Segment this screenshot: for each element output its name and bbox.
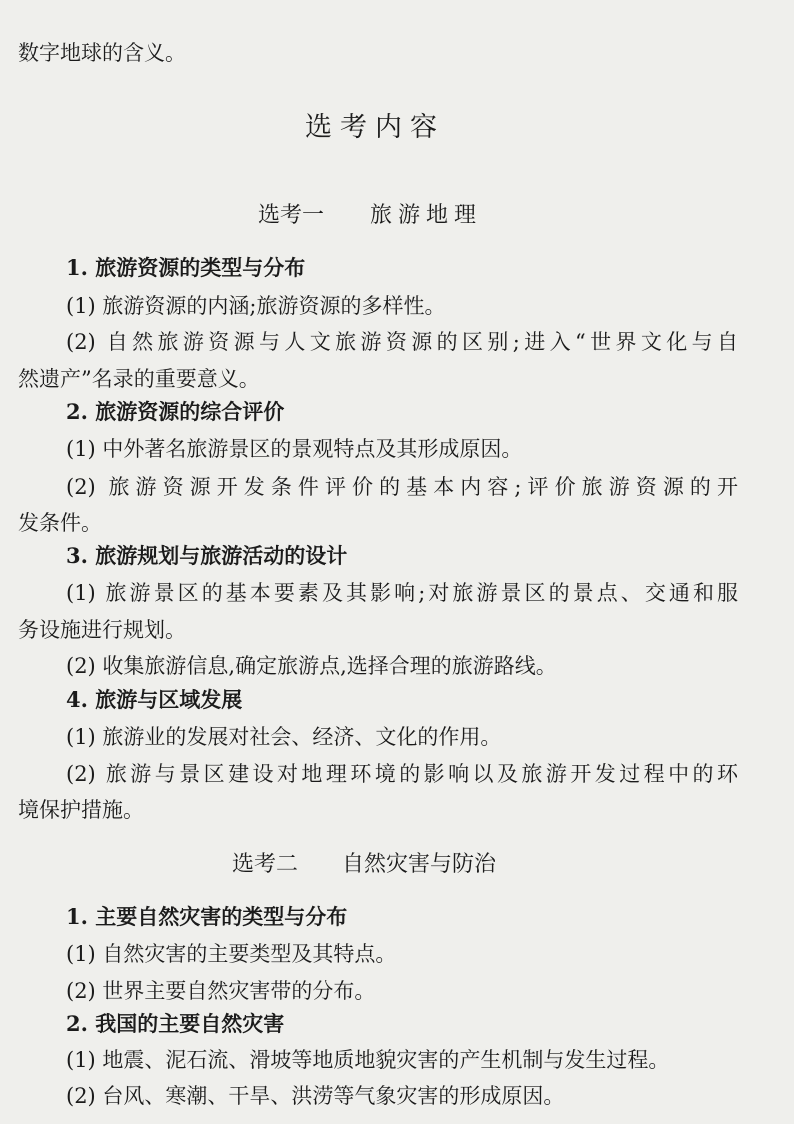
- text-line: 务设施进行规划。: [18, 618, 186, 642]
- section-heading-label: 选考二: [232, 852, 299, 877]
- page-title: 选考内容: [305, 112, 445, 143]
- text-line: (2) 收集旅游信息,确定旅游点,选择合理的旅游路线。: [66, 654, 557, 678]
- text-line: 发条件。: [18, 511, 102, 535]
- text-line: (2) 台风、寒潮、干旱、洪涝等气象灾害的形成原因。: [66, 1084, 565, 1108]
- subsection-heading: 4. 旅游与区域发展: [66, 687, 243, 712]
- text-line: (2) 世界主要自然灾害带的分布。: [66, 979, 376, 1003]
- section-heading-label: 选考一: [258, 203, 325, 228]
- section-heading-title: 自然灾害与防治: [342, 852, 497, 877]
- text-line-content: (2) 旅游资源开发条件评价的基本内容;评价旅游资源的开: [66, 475, 738, 499]
- text-line: [66, 759, 738, 789]
- text-line: 然遗产”名录的重要意义。: [18, 367, 260, 391]
- text-line-content: (2) 旅游与景区建设对地理环境的影响以及旅游开发过程中的环: [66, 762, 738, 786]
- text-line: 数字地球的含义。: [18, 41, 186, 65]
- text-line: (1) 地震、泥石流、滑坡等地质地貌灾害的产生机制与发生过程。: [66, 1048, 670, 1072]
- text-line: (1) 旅游资源的内涵;旅游资源的多样性。: [66, 294, 446, 318]
- text-line-content: (2) 自然旅游资源与人文旅游资源的区别;进入“世界文化与自: [66, 330, 738, 354]
- subsection-heading: 1. 旅游资源的类型与分布: [66, 255, 306, 280]
- section-heading-title: 旅游地理: [370, 203, 483, 228]
- text-line: [66, 578, 738, 608]
- text-line-content: (1) 旅游景区的基本要素及其影响;对旅游景区的景点、交通和服: [66, 581, 738, 605]
- text-line: (1) 中外著名旅游景区的景观特点及其形成原因。: [66, 437, 523, 461]
- text-line: 境保护措施。: [18, 798, 144, 822]
- subsection-heading: 3. 旅游规划与旅游活动的设计: [66, 543, 348, 568]
- subsection-heading: 2. 旅游资源的综合评价: [66, 399, 285, 424]
- text-line: (1) 旅游业的发展对社会、经济、文化的作用。: [66, 725, 502, 749]
- text-line: (1) 自然灾害的主要类型及其特点。: [66, 942, 397, 966]
- subsection-heading: 2. 我国的主要自然灾害: [66, 1011, 285, 1036]
- text-line: [66, 472, 738, 502]
- subsection-heading: 1. 主要自然灾害的类型与分布: [66, 904, 348, 929]
- text-line: [66, 327, 738, 357]
